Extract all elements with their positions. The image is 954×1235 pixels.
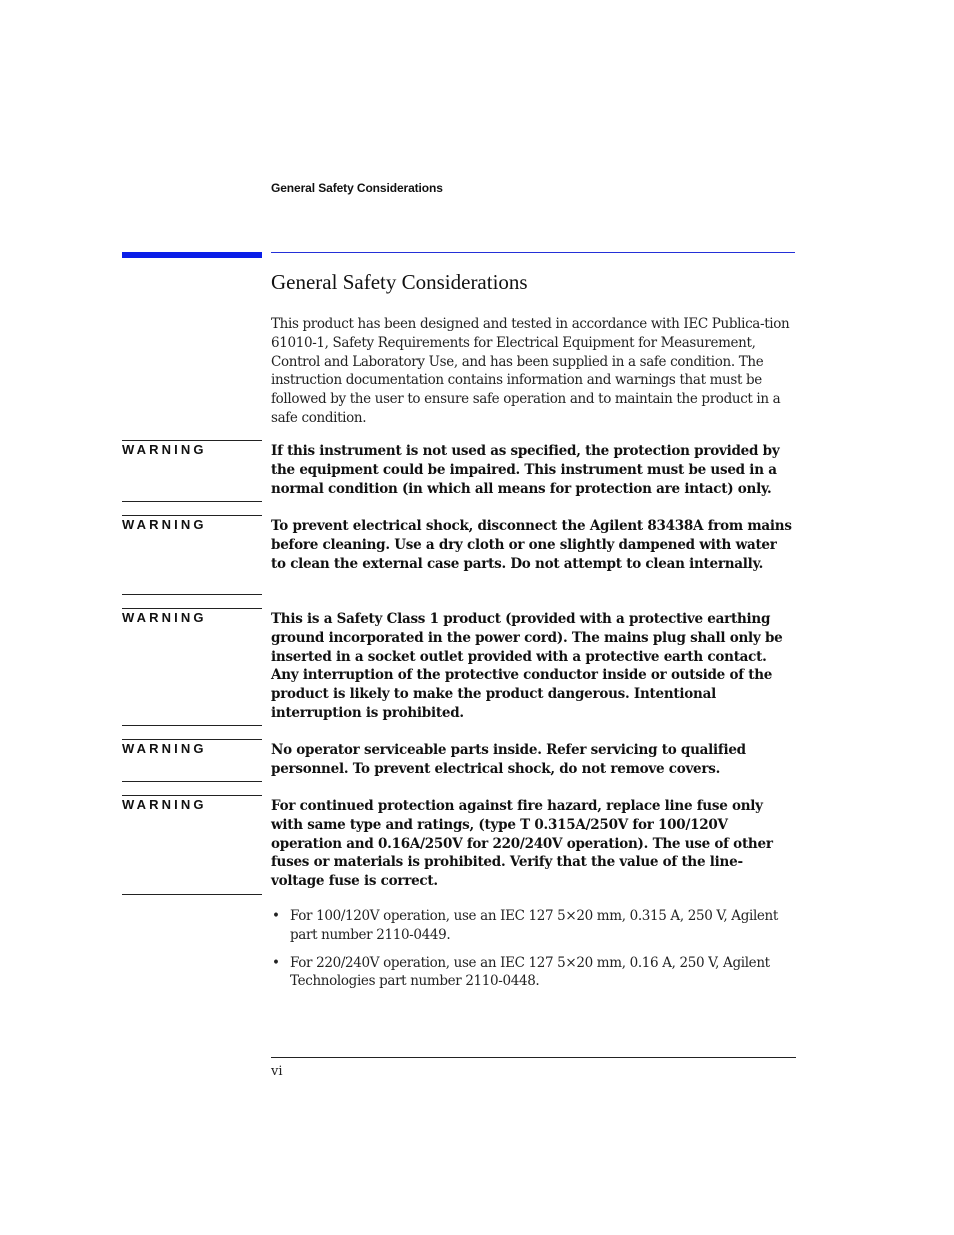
section-accent-bar bbox=[122, 252, 262, 258]
intro-paragraph: This product has been designed and tested in accordance with IEC Publica-tion 61010-1, Safety Requirements for Electrical Equipment for Measurement, Control and Laboratory Use, and has been supplied in a safe condition. The instruction documentation contains information and warnings that must be followed by the user to ensure safe operation and to maintain the product in a safe condition. bbox=[271, 316, 790, 426]
bullet-icon: • bbox=[272, 954, 280, 971]
warning-block bbox=[122, 515, 796, 595]
warning-top-rule bbox=[122, 608, 262, 609]
warning-label: WARNING bbox=[122, 610, 207, 625]
warning-block bbox=[122, 440, 796, 502]
warning-text: No operator serviceable parts inside. Refer servicing to qualified personnel. To prevent electrical shock, do not remove covers. bbox=[271, 742, 746, 777]
warning-top-rule bbox=[122, 440, 262, 441]
warning-text: For continued protection against fire hazard, replace line fuse only with same type and ratings, (type T 0.315A/250V for 100/120V operation and 0.16A/250V for 220/240V operation). The use of other fuses or materials is prohibited. Verify that the value of the line-voltage fuse is correct. bbox=[271, 798, 773, 890]
bullet-icon: • bbox=[272, 908, 280, 924]
running-header: General Safety Considerations bbox=[271, 181, 443, 195]
warning-bottom-rule bbox=[122, 725, 262, 726]
warning-top-rule bbox=[122, 795, 262, 796]
warning-top-rule bbox=[122, 515, 262, 516]
warning-text: This is a Safety Class 1 product (provided with a protective earthing ground incorporated in the power cord). The mains plug shall only be inserted in a socket outlet provided with a protective earth contact. Any interruption of the protective conductor inside or outside of the product is likely to make the product dangerous. Intentional interruption is prohibited. bbox=[271, 611, 783, 721]
warning-block bbox=[122, 795, 796, 895]
bullet-text: For 220/240V operation, use an IEC 127 5×20 mm, 0.16 A, 250 V, Agilent Technologies part number 2110-0448. bbox=[290, 954, 770, 990]
section-rule bbox=[271, 252, 795, 253]
section-title: General Safety Considerations bbox=[271, 270, 528, 294]
footer-rule bbox=[271, 1057, 796, 1058]
warning-label: WARNING bbox=[122, 741, 207, 756]
list-item bbox=[271, 907, 795, 945]
fuse-bullet-list bbox=[271, 907, 795, 1000]
bullet-text: For 100/120V operation, use an IEC 127 5×20 mm, 0.315 A, 250 V, Agilent part number 2110-0449. bbox=[290, 908, 778, 943]
warning-label: WARNING bbox=[122, 517, 207, 532]
warning-block bbox=[122, 739, 796, 782]
warning-bottom-rule bbox=[122, 894, 262, 895]
page-number: vi bbox=[271, 1064, 283, 1079]
warning-label: WARNING bbox=[122, 797, 207, 812]
warning-text: If this instrument is not used as specified, the protection provided by the equipment could be impaired. This instrument must be used in a normal condition (in which all means for protection are intact) only. bbox=[271, 443, 780, 497]
warning-bottom-rule bbox=[122, 594, 262, 595]
warning-text: To prevent electrical shock, disconnect the Agilent 83438A from mains before cleaning. Use a dry cloth or one slightly dampened with water to clean the external case parts. Do not attempt to clean internally. bbox=[271, 518, 792, 572]
warning-top-rule bbox=[122, 739, 262, 740]
warning-bottom-rule bbox=[122, 781, 262, 782]
warning-block bbox=[122, 608, 796, 726]
list-item bbox=[271, 954, 795, 992]
warning-bottom-rule bbox=[122, 501, 262, 502]
warning-label: WARNING bbox=[122, 442, 207, 457]
